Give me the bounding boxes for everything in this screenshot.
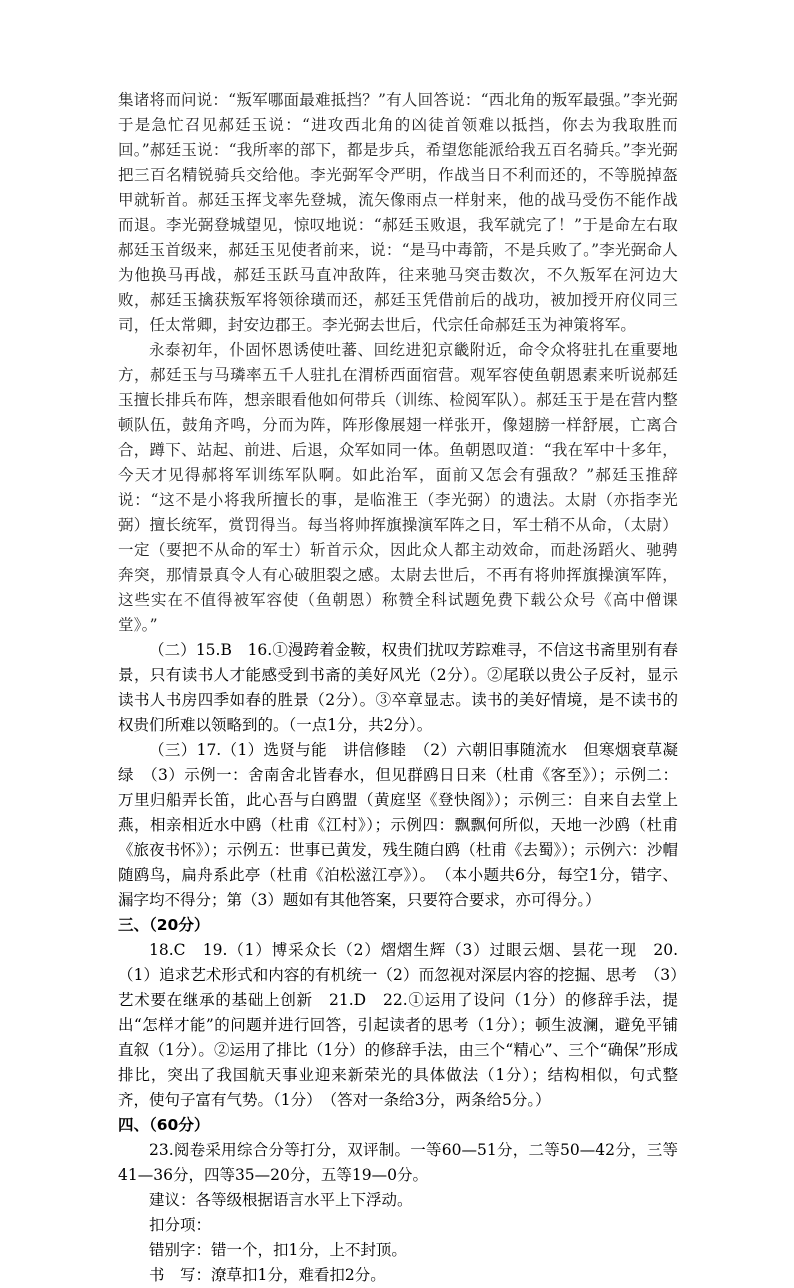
- answer-q23: 23.阅卷采用综合分等打分，双评制。一等60—51分，二等50—42分，三等41—36分，四等35—20分，五等19—0分。: [118, 1141, 678, 1184]
- answer-q15-16: （二）15.B 16.①漫跨着金鞍，权贵们扰叹芳踪难寻，不信这书斋里别有春景，只有读书人才能感受到书斋的美好风光（2分）。②尾联以贵公子反衬，显示读书人书房四季如春的胜景（2分）。③卒章显志。读书的美好情境，是不读书的权贵们所难以领略到的。（一点1分，共2分）。: [118, 641, 678, 734]
- deduction-title: 扣分项：: [149, 1216, 212, 1234]
- translation-paragraph-1: 集诸将而问说：“叛军哪面最难抵挡？”有人回答说：“西北角的叛军最强。”李光弼于是急忙召见郝廷玉说：“进攻西北角的凶徒首领难以抵挡，你去为我取胜而回。”郝廷玉说：“我所率的部下，都是步兵，希望您能派给我五百名骑兵。”李光弼把三百名精锐骑兵交给他。李光弼军令严明，作战当日不利而还的，不等脱掉盔甲就斩首。郝廷玉挥戈率先登城，流矢像雨点一样射来，他的战马受伤不能作战而退。李光弼登城望见，惊叹地说：“郝廷玉败退，我军就完了！”于是命左右取郝廷玉首级来，郝廷玉见使者前来，说：“是马中毒箭，不是兵败了。”李光弼命人为他换马再战，郝廷玉跃马直冲敌阵，往来驰马突击数次，不久叛军在河边大败，郝廷玉擒获叛军将领徐璜而还，郝廷玉凭借前后的战功，被加授开府仪同三司，任太常卿，封安边郡王。李光弼去世后，代宗任命郝廷玉为神策将军。: [118, 91, 678, 334]
- answer-key: [118, 638, 678, 1288]
- deduction-typo: 错别字：错一个，扣1分，上不封顶。: [149, 1241, 407, 1259]
- answer-section-3: 18.C 19.（1）博采众长（2）熠熠生辉（3）过眼云烟、昙花一现 20.（1）追求艺术形式和内容的有机统一（2）而忽视对深层内容的挖掘、思考 （3）艺术要在继承的基础上创新 21.D 22.①运用了设问（1分）的修辞手法，提出“怎样才能”的问题并进行回答，引起读者的思考（1分）；顿生波澜，避免平铺直叙（1分）。②运用了排比（1分）的修辞手法，由三个“精心”、三个“确保”形成排比，突出了我国航天事业迎来新荣光的具体做法（1分）；结构相似，句式整齐，使句子富有气势。（1分） （答对一条给3分，两条给5分。）: [118, 941, 679, 1109]
- translation-paragraph-2: 永泰初年，仆固怀恩诱使吐蕃、回纥进犯京畿附近，命令众将驻扎在重要地方，郝廷玉与马璘率五千人驻扎在渭桥西面宿营。观军容使鱼朝恩素来听说郝廷玉擅长排兵布阵，想亲眼看他如何带兵（训练、检阅军队）。郝廷玉于是在营内整顿队伍，鼓角齐鸣，分而为阵，阵形像展翅一样张开，像翅膀一样舒展，亡离合合，蹲下、站起、前进、后退，众军如同一体。鱼朝恩叹道：“我在军中十多年，今天才见得郝将军训练军队啊。如此治军，面前又怎会有强敌？”郝廷玉推辞说：“这不是小将我所擅长的事，是临淮王（李光弼）的遗法。太尉（亦指李光弼）擅长统军，赏罚得当。每当将帅挥旗操演军阵之日，军士稍不从命，（太尉）一定（要把不从命的军士）斩首示众，因此众人都主动效命，而赴汤蹈火、驰骋奔突，那情景真令人有心破胆裂之感。太尉去世后，不再有将帅挥旗操演军阵，这些实在不值得被军容使（鱼朝恩）称赞全科试题免费下载公众号《高中僧课堂》。”: [118, 341, 678, 634]
- grading-advice: 建议：各等级根据语言水平上下浮动。: [149, 1191, 413, 1209]
- deduction-writing: 书 写：潦草扣1分，难看扣2分。: [149, 1266, 386, 1284]
- section-3-heading: 三、（20分）: [118, 916, 210, 934]
- translation-scan: [118, 88, 678, 638]
- page-content: [118, 88, 678, 1288]
- answer-q17: （三）17.（1）选贤与能 讲信修睦 （2）六朝旧事随流水 但寒烟衰草凝绿 （3）示例一：舍南舍北皆春水，但见群鸥日日来（杜甫《客至》）；示例二：万里归船弄长笛，此心吾与白鸥盟（黄庭坚《登快阁》）；示例三：自来自去堂上燕，相亲相近水中鸥（杜甫《江村》）；示例四：飘飘何所似，天地一沙鸥（杜甫《旅夜书怀》）；示例五：世事已黄发，残生随白鸥（杜甫《去蜀》）；示例六：沙帽随鸥鸟，扁舟系此亭（杜甫《泊松滋江亭》）。 （本小题共6分，每空1分，错字、漏字均不得分；第（3）题如有其他答案，只要符合要求，亦可得分。）: [118, 741, 678, 909]
- section-4-heading: 四、（60分）: [118, 1116, 210, 1134]
